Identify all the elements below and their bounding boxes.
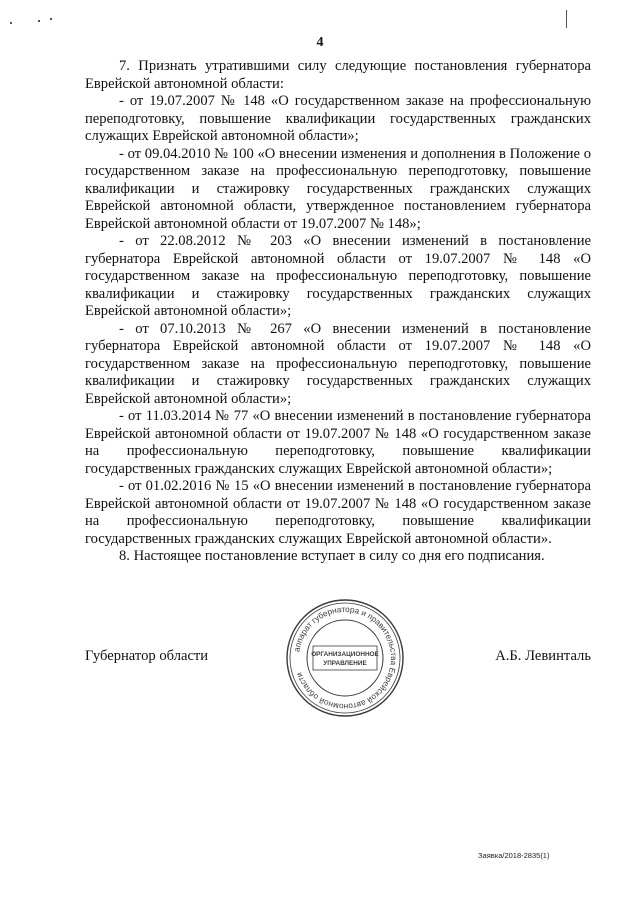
stamp-center-line-2: УПРАВЛЕНИЕ [323, 660, 367, 667]
scan-artifact [38, 20, 40, 22]
repealed-item-4: - от 07.10.2013 № 267 «О внесении изменений в постановление губернатора Еврейской автономной области от 19.07.2007 № 148 «О государственном заказе на профессиональную переподготовку, повышение квалификации и стажировку государственных гражданских служащих Еврейской автономной области»; [85, 320, 591, 407]
repealed-item-6: - от 01.02.2016 № 15 «О внесении изменений в постановление губернатора Еврейской автономной области от 19.07.2007 № 148 «О государственном заказе на профессиональную переподготовку, повышение квалификации государственных гражданских служащих Еврейской автономной области». [85, 478, 591, 547]
scan-artifact [50, 18, 52, 20]
stamp-center-line-1: ОРГАНИЗАЦИОННОЕ [311, 651, 379, 658]
stamp-outer-ring [287, 600, 403, 716]
repealed-item-3: - от 22.08.2012 № 203 «О внесении изменений в постановление губернатора Еврейской автономной области от 19.07.2007 № 148 «О государственном заказе на профессиональную переподготовку, повышение квалификации и стажировку государственных гражданских служащих Еврейской автономной области»; [85, 233, 591, 319]
repealed-item-5: - от 11.03.2014 № 77 «О внесении изменений в постановление губернатора Еврейской автономной области от 19.07.2007 № 148 «О государственном заказе на профессиональную переподготовку, повышение квалификации государственных гражданских служащих Еврейской автономной области»; [85, 408, 591, 477]
stamp-inner-ring [307, 620, 383, 696]
document-body [85, 58, 591, 566]
signer-name: А.Б. Левинталь [495, 648, 591, 664]
scan-artifact [10, 22, 12, 24]
repealed-item-2: - от 09.04.2010 № 100 «О внесении изменения и дополнения в Положение о государственном заказе на профессиональную переподготовку, повышение квалификации и стажировку государственных гражданских служащих Еврейской автономной области, утвержденное постановлением губернатора Еврейской автономной области от 19.07.2007 № 148»; [85, 145, 591, 232]
repealed-item-1: - от 19.07.2007 № 148 «О государственном заказе на профессиональную переподготовку, повышение квалификации государственных гражданских служащих Еврейской автономной области»; [85, 93, 591, 144]
page-number: 4 [316, 35, 324, 50]
paragraph-8: 8. Настоящее постановление вступает в силу со дня его подписания. [119, 548, 545, 564]
footer-code: Заявка/2018-2835(1) [478, 851, 550, 860]
scan-artifact [566, 10, 567, 28]
stamp-ring-text: аппарат губернатора и правительства Еврейской автономной области [292, 604, 399, 712]
paragraph-7: 7. Признать утратившими силу следующие постановления губернатора Еврейской автономной области: [85, 58, 591, 92]
official-stamp [283, 596, 407, 720]
signer-title: Губернатор области [85, 648, 209, 664]
